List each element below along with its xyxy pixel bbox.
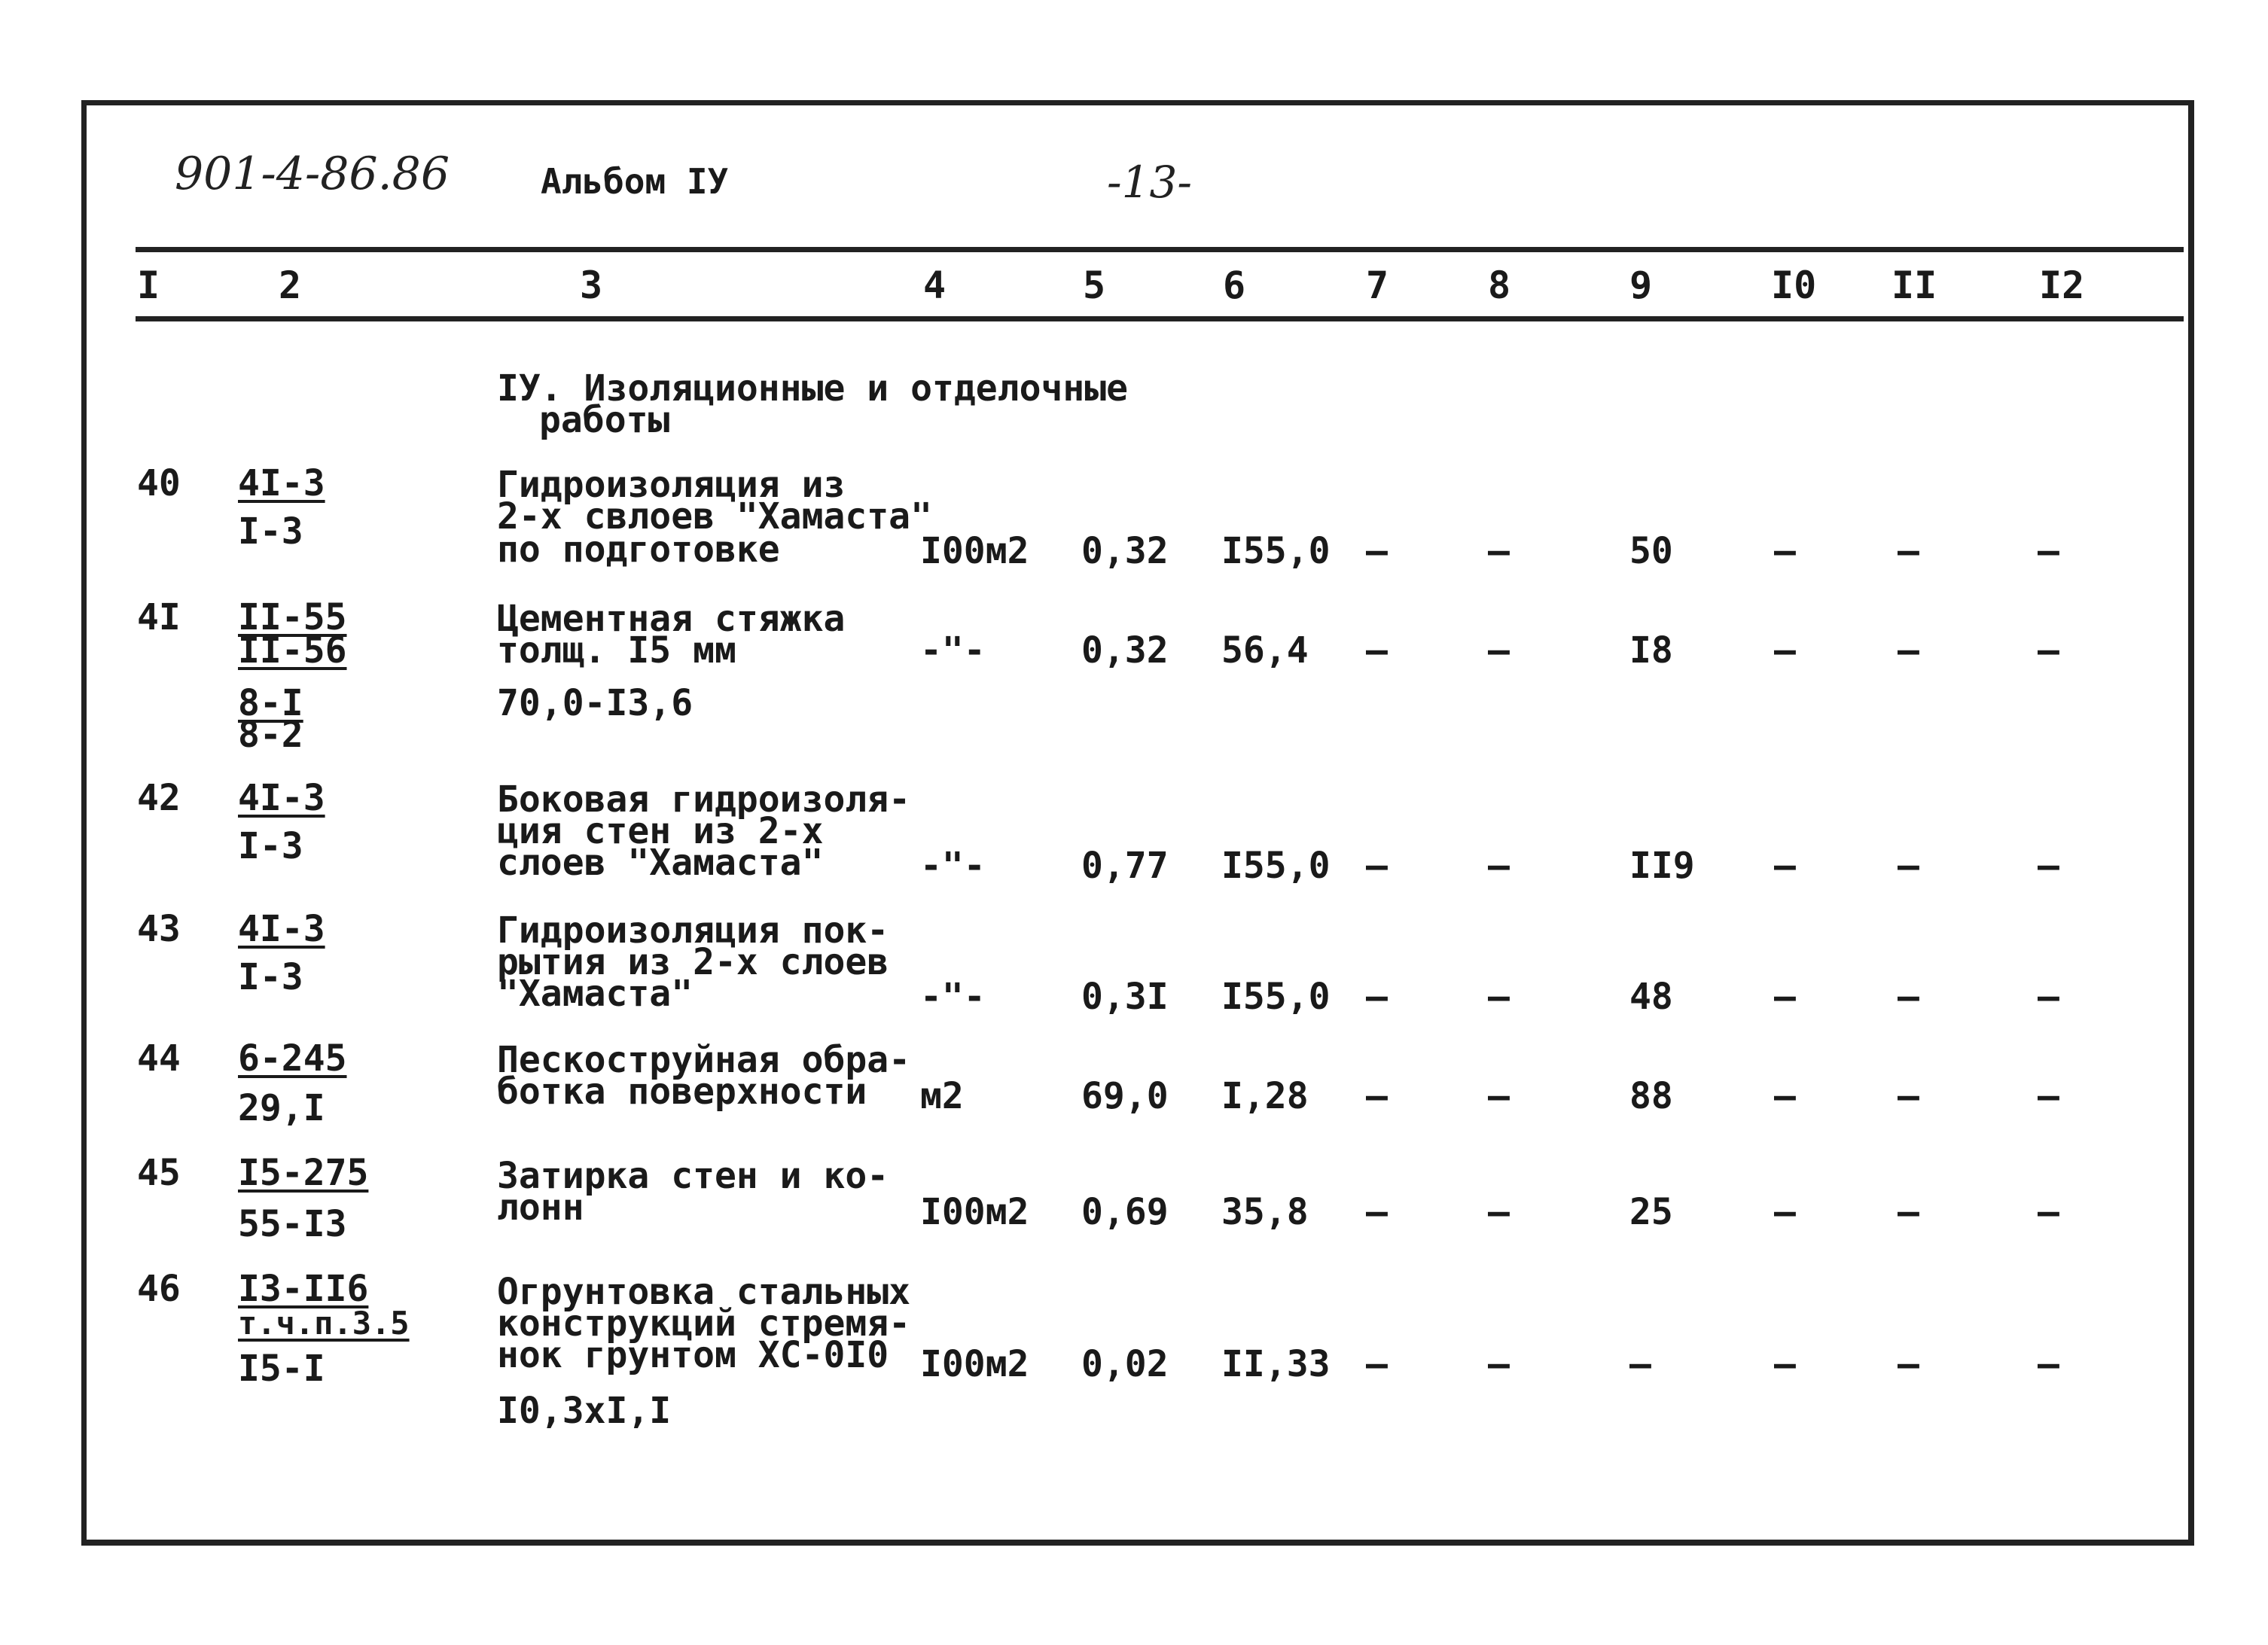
row-col8: – <box>1488 629 1510 672</box>
column-number: I0 <box>1771 264 1817 307</box>
row-description: Гидроизоляция из <box>497 464 846 506</box>
row-code: II-55 <box>238 596 347 638</box>
row-code: 4I-3 <box>238 908 325 950</box>
row-unit: I00м2 <box>920 1343 1029 1385</box>
row-description: рытия из 2-х слоев <box>497 941 889 983</box>
row-number: 43 <box>137 908 181 950</box>
row-unit: I00м2 <box>920 1191 1029 1233</box>
row-col12: – <box>2038 845 2059 887</box>
row-unit: I00м2 <box>920 530 1029 572</box>
row-quantity: 0,32 <box>1081 629 1169 672</box>
row-col7: – <box>1366 1075 1388 1117</box>
row-price: I55,0 <box>1221 976 1331 1018</box>
row-unit: -"- <box>920 976 986 1018</box>
row-col7: – <box>1366 976 1388 1018</box>
row-description: 70,0-I3,6 <box>497 682 694 724</box>
column-number: 5 <box>1083 264 1106 307</box>
column-number: 7 <box>1366 264 1389 307</box>
row-col12: – <box>2038 1343 2059 1385</box>
row-code: I5-I <box>238 1348 325 1390</box>
row-col10: – <box>1774 1343 1796 1385</box>
row-col9: 88 <box>1629 1075 1673 1117</box>
section-title: работы <box>539 399 670 441</box>
row-col11: – <box>1898 530 1919 572</box>
row-price: I55,0 <box>1221 530 1331 572</box>
row-col12: – <box>2038 629 2059 672</box>
row-unit: -"- <box>920 845 986 887</box>
row-description: "Хамаста" <box>497 973 694 1015</box>
row-number: 40 <box>137 462 181 504</box>
header-rule-top <box>136 247 2184 252</box>
column-number: 9 <box>1629 264 1653 307</box>
row-col7: – <box>1366 629 1388 672</box>
row-description: толщ. I5 мм <box>497 629 736 672</box>
row-code: I3-II6 <box>238 1268 369 1310</box>
row-price: I,28 <box>1221 1075 1309 1117</box>
row-price: I55,0 <box>1221 845 1331 887</box>
row-col8: – <box>1488 1191 1510 1233</box>
row-col12: – <box>2038 530 2059 572</box>
row-col8: – <box>1488 1343 1510 1385</box>
album-label: Альбом IУ <box>541 161 729 202</box>
row-number: 45 <box>137 1152 181 1194</box>
row-price: 56,4 <box>1221 629 1309 672</box>
row-description: Затирка стен и ко- <box>497 1155 889 1197</box>
row-col10: – <box>1774 530 1796 572</box>
document-code: 901-4-86.86 <box>175 148 450 200</box>
row-code: 29,I <box>238 1087 325 1129</box>
row-code: 4I-3 <box>238 777 325 819</box>
row-col12: – <box>2038 1191 2059 1233</box>
row-code: II-56 <box>238 629 347 672</box>
row-col11: – <box>1898 1075 1919 1117</box>
row-col9: 48 <box>1629 976 1673 1018</box>
row-col8: – <box>1488 1075 1510 1117</box>
column-number: II <box>1892 264 1937 307</box>
row-number: 4I <box>137 596 181 638</box>
row-quantity: 0,32 <box>1081 530 1169 572</box>
row-description: по подготовке <box>497 529 780 571</box>
row-quantity: 0,02 <box>1081 1343 1169 1385</box>
row-col9: 50 <box>1629 530 1673 572</box>
row-col10: – <box>1774 1191 1796 1233</box>
row-col10: – <box>1774 976 1796 1018</box>
row-unit: м2 <box>920 1075 964 1117</box>
row-code: 8-2 <box>238 714 303 756</box>
row-col12: – <box>2038 976 2059 1018</box>
row-col9: 25 <box>1629 1191 1673 1233</box>
row-col9: – <box>1629 1343 1651 1385</box>
column-number: I2 <box>2039 264 2085 307</box>
row-col10: – <box>1774 845 1796 887</box>
row-col9: I8 <box>1629 629 1673 672</box>
row-col7: – <box>1366 1343 1388 1385</box>
row-code: I5-275 <box>238 1152 369 1194</box>
row-description: Пескоструйная обра- <box>497 1039 911 1081</box>
row-unit: -"- <box>920 629 986 672</box>
row-quantity: 0,77 <box>1081 845 1169 887</box>
row-col12: – <box>2038 1075 2059 1117</box>
page-number: -13- <box>1107 157 1192 208</box>
row-col8: – <box>1488 845 1510 887</box>
column-number: 6 <box>1223 264 1246 307</box>
row-code: 4I-3 <box>238 462 325 504</box>
row-description: Цементная стяжка <box>497 598 846 640</box>
row-description: ция стен из 2-х <box>497 810 824 852</box>
row-number: 42 <box>137 777 181 819</box>
row-description: Гидроизоляция пок- <box>497 909 889 952</box>
row-col10: – <box>1774 629 1796 672</box>
row-col7: – <box>1366 1191 1388 1233</box>
row-description: Боковая гидроизоля- <box>497 778 911 821</box>
row-code: I-3 <box>238 825 303 867</box>
row-col8: – <box>1488 976 1510 1018</box>
column-number: I <box>137 264 160 307</box>
row-code: 55-I3 <box>238 1203 347 1245</box>
row-quantity: 0,3I <box>1081 976 1169 1018</box>
row-quantity: 0,69 <box>1081 1191 1169 1233</box>
column-number: 4 <box>923 264 947 307</box>
row-number: 44 <box>137 1037 181 1080</box>
column-number: 3 <box>580 264 603 307</box>
row-col8: – <box>1488 530 1510 572</box>
row-price: II,33 <box>1221 1343 1331 1385</box>
row-col11: – <box>1898 845 1919 887</box>
row-quantity: 69,0 <box>1081 1075 1169 1117</box>
row-col11: – <box>1898 629 1919 672</box>
row-price: 35,8 <box>1221 1191 1309 1233</box>
row-col7: – <box>1366 845 1388 887</box>
column-number: 2 <box>279 264 302 307</box>
row-description: конструкций стремя- <box>497 1302 911 1345</box>
row-col11: – <box>1898 976 1919 1018</box>
row-col10: – <box>1774 1075 1796 1117</box>
section-title: IУ. Изоляционные и отделочные <box>497 367 1129 410</box>
row-code: 6-245 <box>238 1037 347 1080</box>
row-number: 46 <box>137 1268 181 1310</box>
row-description: I0,3хI,I <box>497 1390 672 1432</box>
row-description: ботка поверхности <box>497 1071 867 1113</box>
row-description: Огрунтовка стальных <box>497 1271 911 1313</box>
row-code: I-3 <box>238 956 303 998</box>
header-rule-bottom <box>136 316 2184 321</box>
column-number: 8 <box>1488 264 1511 307</box>
row-description: слоев "Хамаста" <box>497 842 824 884</box>
row-code: 8-I <box>238 682 303 724</box>
row-col11: – <box>1898 1343 1919 1385</box>
row-description: нок грунтом ХС-0I0 <box>497 1334 889 1376</box>
row-description: 2-х свлоев "Хамаста" <box>497 495 932 538</box>
row-description: лонн <box>497 1187 584 1229</box>
row-col9: II9 <box>1629 845 1695 887</box>
row-col7: – <box>1366 530 1388 572</box>
row-code: I-3 <box>238 510 303 553</box>
row-code: т.ч.п.3.5 <box>238 1305 410 1342</box>
row-col11: – <box>1898 1191 1919 1233</box>
